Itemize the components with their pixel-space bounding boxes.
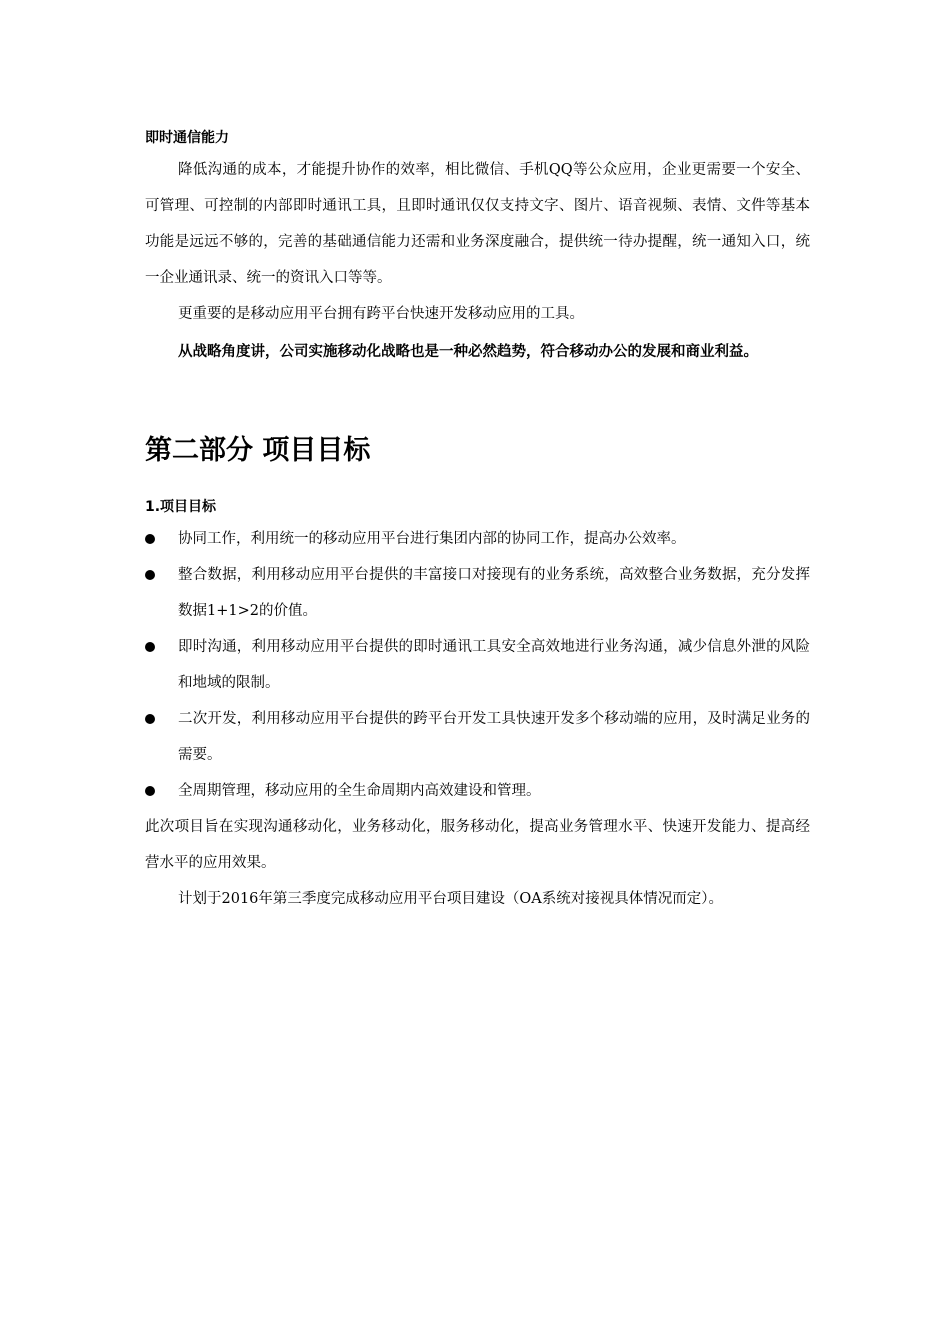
bullet-icon: [145, 714, 155, 724]
strategy-statement: 从战略角度讲，公司实施移动化战略也是一种必然趋势，符合移动办公的发展和商业利益。: [178, 344, 758, 360]
bullet-icon: [145, 534, 155, 544]
list-item-text: 二次开发，利用移动应用平台提供的跨平台开发工具快速开发多个移动端的应用，及时满足业务的需要。: [178, 711, 810, 763]
project-goals-subheading: 1.项目目标: [145, 499, 217, 515]
part-title: 第二部分 项目目标: [145, 435, 371, 466]
list-item: [145, 557, 810, 629]
list-item: [145, 521, 810, 557]
list-item: [145, 629, 810, 701]
bullet-icon: [145, 642, 155, 652]
list-item-text: 即时沟通，利用移动应用平台提供的即时通讯工具安全高效地进行业务沟通，减少信息外泄的风险和地域的限制。: [178, 639, 810, 691]
section-heading: 即时通信能力: [145, 130, 229, 146]
bullet-icon: [145, 786, 155, 796]
intro-paragraph: 降低沟通的成本，才能提升协作的效率，相比微信、手机QQ等公众应用，企业更需要一个安全、可管理、可控制的内部即时通讯工具，且即时通讯仅仅支持文字、图片、语音视频、表情、文件等基本功能是远远不够的，完善的基础通信能力还需和业务深度融合，提供统一待办提醒，统一通知入口，统一企业通讯录、统一的资讯入口等等。: [145, 162, 810, 286]
list-item: [145, 773, 810, 809]
list-item-text: 协同工作，利用统一的移动应用平台进行集团内部的协同工作，提高办公效率。: [178, 531, 686, 547]
summary-paragraph: 此次项目旨在实现沟通移动化，业务移动化，服务移动化，提高业务管理水平、快速开发能力、提高经营水平的应用效果。: [145, 819, 810, 871]
list-item-text: 整合数据，利用移动应用平台提供的丰富接口对接现有的业务系统，高效整合业务数据，充分发挥数据1+1>2的价值。: [178, 567, 810, 619]
platform-paragraph: 更重要的是移动应用平台拥有跨平台快速开发移动应用的工具。: [178, 306, 584, 322]
plan-paragraph: 计划于2016年第三季度完成移动应用平台项目建设（OA系统对接视具体情况而定）。: [178, 891, 724, 907]
goals-list: [145, 521, 810, 809]
list-item-text: 全周期管理，移动应用的全生命周期内高效建设和管理。: [178, 783, 541, 799]
page-content: [145, 124, 810, 917]
list-item: [145, 701, 810, 773]
bullet-icon: [145, 570, 155, 580]
